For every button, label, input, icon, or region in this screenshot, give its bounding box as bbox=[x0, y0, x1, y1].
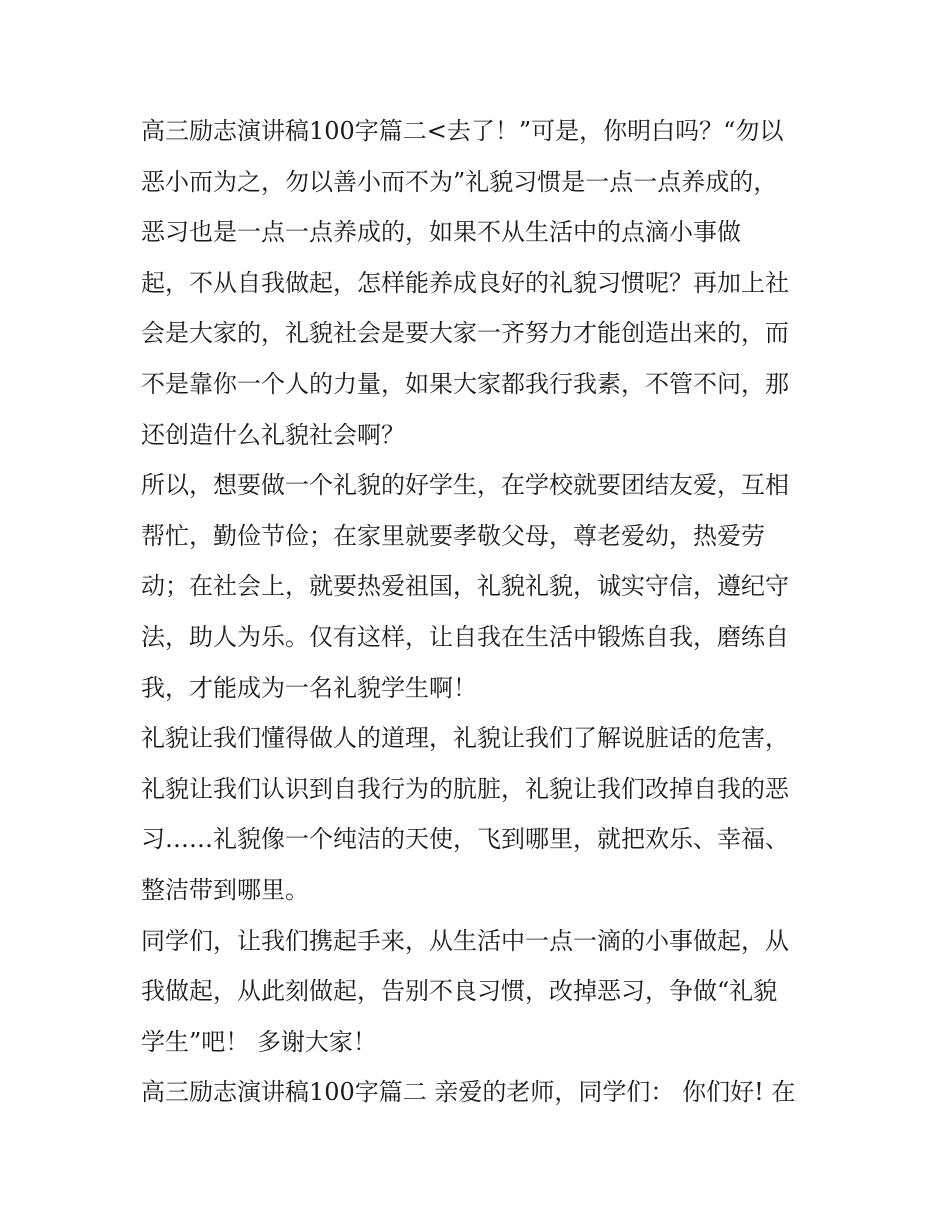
text-line: 高三励志演讲稿100字篇二<去了！”可是，你明白吗？“勿以 bbox=[141, 117, 784, 145]
text-line: 习……礼貌像一个纯洁的天使，飞到哪里，就把欢乐、幸福、 bbox=[141, 825, 789, 854]
text-line: 所以，想要做一个礼貌的好学生，在学校就要团结友爱，互相 bbox=[141, 471, 789, 500]
text-line: 恶小而为之，勿以善小而不为”礼貌习惯是一点一点养成的， bbox=[141, 167, 778, 196]
text-line: 礼貌让我们认识到自我行为的肮脏，礼貌让我们改掉自我的恶 bbox=[141, 774, 789, 803]
text-line: 学生”吧！ 多谢大家！ bbox=[141, 1027, 377, 1056]
text-line: 我，才能成为一名礼貌学生啊！ bbox=[141, 673, 477, 702]
text-line: 同学们，让我们携起手来，从生活中一点一滴的小事做起，从 bbox=[141, 926, 789, 955]
text-line: 帮忙，勤俭节俭；在家里就要孝敬父母，尊老爱幼，热爱劳 bbox=[141, 521, 765, 550]
text-line: 高三励志演讲稿100字篇二 亲爱的老师，同学们： 你们好! 在 bbox=[141, 1078, 796, 1107]
text-line: 法，助人为乐。仅有这样，让自我在生活中锻炼自我，磨练自 bbox=[141, 622, 789, 651]
text-line: 恶习也是一点一点养成的，如果不从生活中的点滴小事做 bbox=[141, 218, 741, 247]
text-line: 动；在社会上，就要热爱祖国，礼貌礼貌，诚实守信，遵纪守 bbox=[141, 572, 789, 601]
text-line: 礼貌让我们懂得做人的道理，礼貌让我们了解说脏话的危害， bbox=[141, 724, 789, 753]
text-line: 还创造什么礼貌社会啊？ bbox=[141, 420, 405, 449]
text-line: 不是靠你一个人的力量，如果大家都我行我素，不管不问，那 bbox=[141, 369, 789, 398]
text-line: 起，不从自我做起，怎样能养成良好的礼貌习惯呢？再加上社 bbox=[141, 268, 789, 297]
text-line: 我做起，从此刻做起，告别不良习惯，改掉恶习，争做“礼貌 bbox=[141, 977, 778, 1006]
text-line: 整洁带到哪里。 bbox=[141, 875, 309, 904]
document-body bbox=[141, 106, 816, 1118]
text-line: 会是大家的，礼貌社会是要大家一齐努力才能创造出来的，而 bbox=[141, 319, 789, 348]
